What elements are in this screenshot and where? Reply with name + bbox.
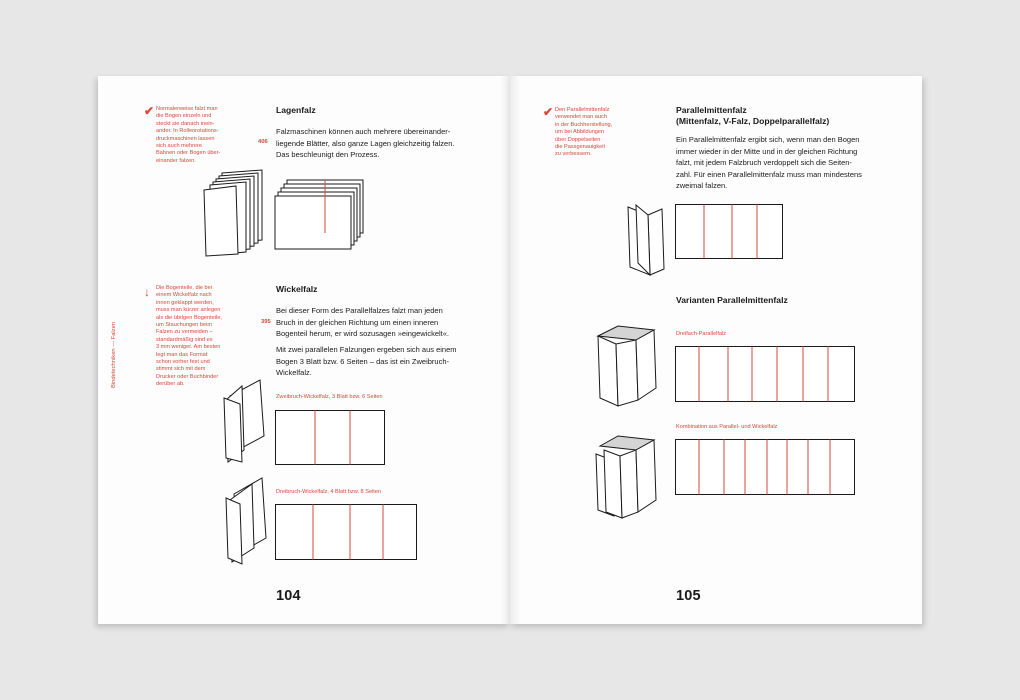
dreibruch-wickelfalz-illustration: [222, 476, 277, 566]
dreifach-parallelfalz-illustration: [592, 324, 664, 410]
dreifach-parallelfalz-flat: [675, 346, 855, 402]
section-body-lagenfalz: Falzmaschinen können auch mehrere übereinander- liegende Blätter, also ganze Lagen gleichzeitig falzen. Das beschleunigt den Prozess.: [276, 127, 455, 160]
left-page: [98, 76, 510, 624]
page-number: 105: [676, 588, 701, 604]
parallelmittenfalz-flat: [675, 204, 783, 259]
dreibruch-wickelfalz-flat: [275, 504, 417, 560]
figure-caption: Kombination aus Parallel- und Wickelfalz: [676, 424, 778, 430]
sidenote-bottom: Die Bogenteile, die bei einem Wickelfalz nach innen geklappt werden, muss man kürzer anlegen als die übrigen Bogenteile, um Stauchungen beim Falzen zu vermeiden – standardmäßig sind es 3 mm weniger. Am besten legt man das Format schon vorher fest und stimmt sich mit dem Drucker oder Buchbinder derüber ab.: [156, 285, 222, 388]
zweibruch-wickelfalz-illustration: [220, 378, 272, 466]
book-gutter: [500, 76, 520, 624]
checkmark-icon: ✔: [543, 105, 554, 119]
arrow-down-icon: ↓: [144, 285, 150, 299]
zweibruch-wickelfalz-flat: [275, 410, 385, 465]
lagenfalz-stack-illustration: [202, 168, 272, 258]
right-page: [510, 76, 922, 624]
figure-caption: Dreibruch-Wickelfalz, 4 Blatt bzw. 8 Seiten: [276, 489, 382, 495]
page-number: 104: [276, 588, 301, 604]
figure-caption: Dreifach-Parallelfalz: [676, 331, 727, 337]
section-body-parallelmittenfalz: Ein Parallelmittenfalz ergibt sich, wenn man den Bogen immer wieder in der Mitte und in der gleichen Richtung falzt, mit jedem Falzbruch verdoppelt sich die Seiten- zahl. Für einen Parallelmittenfalz muss man mindestens zweimal falzen.: [676, 135, 862, 191]
section-heading-varianten: Varianten Parallelmittenfalz: [676, 295, 788, 305]
section-heading-wickelfalz: Wickelfalz: [276, 284, 318, 294]
checkmark-icon: ✔: [144, 104, 155, 118]
figure-caption: Zweibruch-Wickelfalz, 3 Blatt bzw. 6 Seiten: [276, 394, 383, 400]
lagenfalz-flat-sheets: [274, 179, 369, 254]
page-reference: 406: [258, 139, 268, 145]
running-head: Bindetechniken — Falzen: [111, 321, 117, 388]
section-body-wickelfalz-2: Mit zwei parallelen Falzungen ergeben sich aus einem Bogen 3 Blatt bzw. 6 Seiten – das ist ein Zweibruch- Wickelfalz.: [276, 345, 457, 378]
section-heading-parallelmittenfalz: Parallelmittenfalz (Mittenfalz, V-Falz, Doppelparallelfalz): [676, 105, 830, 126]
sidenote-top: Den Parallelmittenfalz verwendet man auch in der Buchherstellung, um bei Abbildungen über Doppelseiten die Passgenauigkeit zu verbessern.: [555, 107, 613, 158]
section-heading-lagenfalz: Lagenfalz: [276, 105, 316, 115]
page-reference: 395: [261, 319, 271, 325]
parallelmittenfalz-illustration: [622, 201, 667, 283]
kombination-falz-illustration: [592, 432, 664, 522]
sidenote-top: Normalerweise falzt man die Bogen einzeln und steckt sie danach inein- ander. In Rollenrotations- druckmaschinen lassen sich auch mehrere Bahnen oder Bogen über- einander falzen.: [156, 106, 221, 164]
kombination-falz-flat: [675, 439, 855, 495]
section-body-wickelfalz-1: Bei dieser Form des Parallelfalzes falzt man jeden Bruch in der gleichen Richtung um einen inneren Bogenteil herum, er wird sozusagen »eingewickelt«.: [276, 306, 450, 339]
